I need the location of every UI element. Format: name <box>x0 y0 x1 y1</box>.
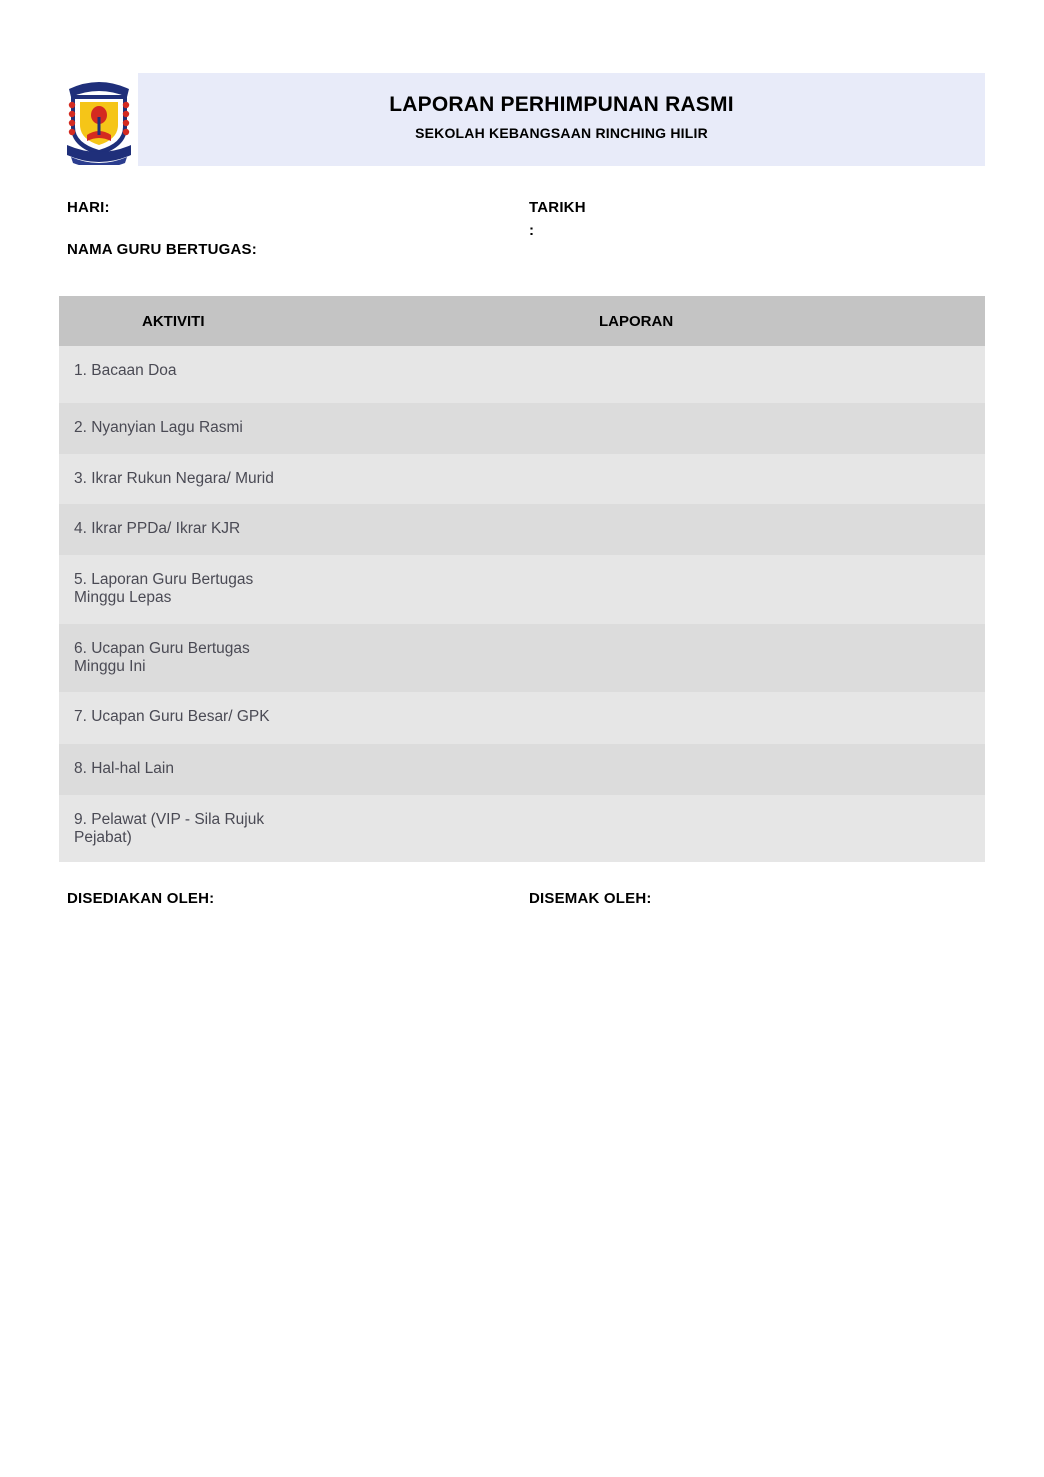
title-block <box>138 73 985 166</box>
document-header <box>59 73 985 166</box>
table-row <box>59 624 985 692</box>
activity-cell: 8. Hal-hal Lain <box>74 760 174 777</box>
table-header <box>59 296 985 346</box>
table-row <box>59 504 985 555</box>
table-row <box>59 403 985 454</box>
table-row <box>59 744 985 795</box>
tarikh-colon: : <box>529 222 535 239</box>
disemak-oleh-label: DISEMAK OLEH: <box>529 890 652 907</box>
activity-cell: 7. Ucapan Guru Besar/ GPK <box>74 708 270 725</box>
table-row <box>59 555 985 624</box>
activity-cell: 1. Bacaan Doa <box>74 362 177 379</box>
school-name: SEKOLAH KEBANGSAAN RINCHING HILIR <box>415 124 708 141</box>
activity-cell: 2. Nyanyian Lagu Rasmi <box>74 419 243 436</box>
activity-cell: 6. Ucapan Guru Bertugas Minggu Ini <box>74 640 250 675</box>
activity-table <box>59 296 985 862</box>
nama-guru-label: NAMA GURU BERTUGAS: <box>67 241 257 258</box>
document-title: LAPORAN PERHIMPUNAN RASMI <box>389 92 734 116</box>
logo-cell <box>59 73 138 166</box>
activity-cell: 5. Laporan Guru Bertugas Minggu Lepas <box>74 571 254 606</box>
school-crest-icon <box>61 75 137 165</box>
table-row <box>59 692 985 744</box>
activity-cell: 4. Ikrar PPDa/ Ikrar KJR <box>74 520 241 537</box>
activity-cell: 9. Pelawat (VIP - Sila Rujuk Pejabat) <box>74 811 265 846</box>
table-row <box>59 795 985 862</box>
activity-cell: 3. Ikrar Rukun Negara/ Murid <box>74 470 274 487</box>
disediakan-oleh-label: DISEDIAKAN OLEH: <box>67 890 215 907</box>
column-header-laporan: LAPORAN <box>599 313 674 330</box>
table-row <box>59 454 985 504</box>
hari-label: HARI: <box>67 199 110 216</box>
table-row <box>59 346 985 403</box>
column-header-aktiviti: AKTIVITI <box>142 313 205 330</box>
tarikh-label: TARIKH <box>529 199 586 216</box>
